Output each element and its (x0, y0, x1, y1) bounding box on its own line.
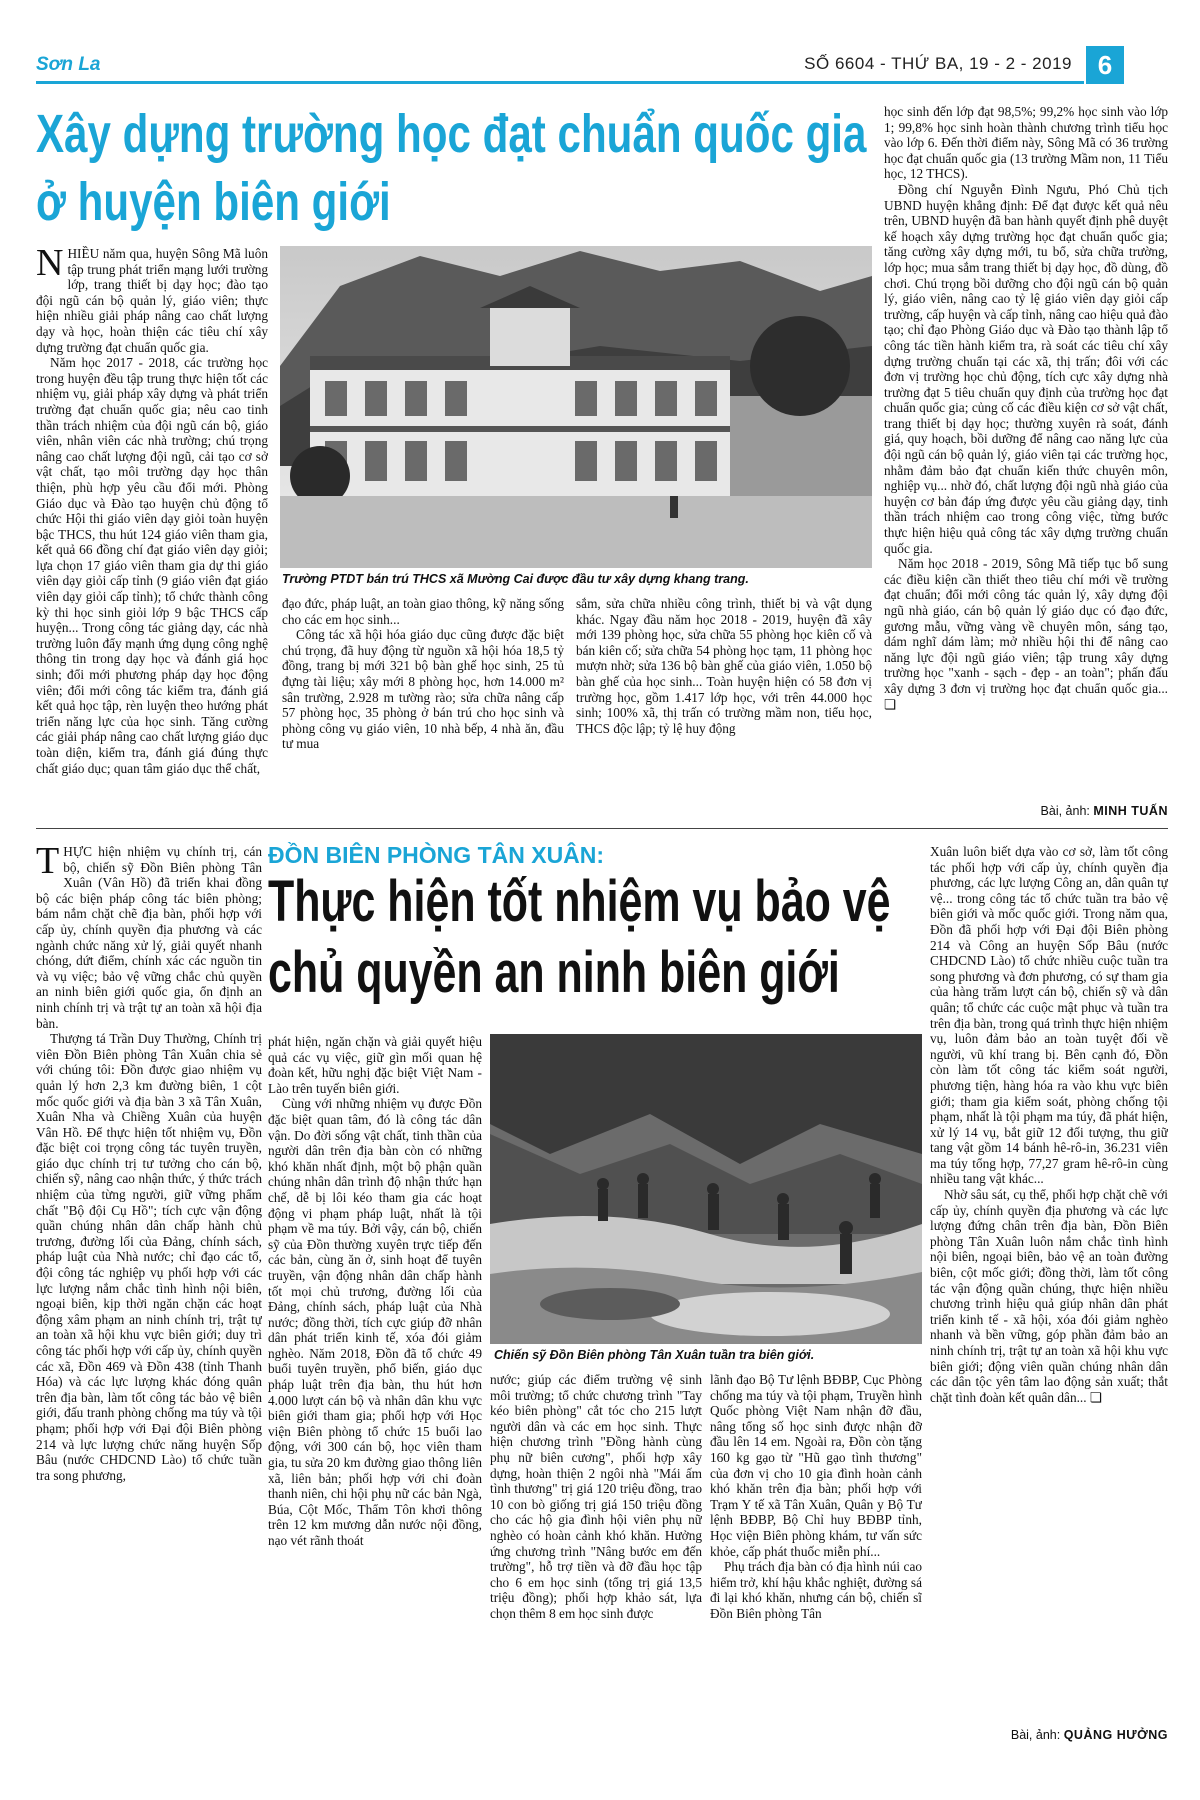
article2-dropcap: T (36, 844, 60, 882)
article1-title (36, 104, 867, 241)
byline-author: QUẢNG HƯỞNG (1063, 1728, 1168, 1742)
article2-title-line1: Thực hiện tốt nhiệm vụ bảo vệ (268, 869, 891, 934)
article1-dropcap: N (36, 246, 64, 284)
article2-column-4 (710, 1372, 922, 1744)
border-patrol-image (490, 1034, 922, 1344)
article1-paragraph: sắm, sửa chữa nhiều công trình, thiết bị và vật dụng khác. Ngay đầu năm học 2018 - 2019, huyện đã xây mới 139 phòng học, sửa chữa 55 phòng học kiên cố và bán kiên cố; sửa chữa 54 phòng học tạm, 11 phòng học mượn nhờ; sửa 136 bộ bàn ghế của giáo viên, 1.050 bộ bàn ghế của học sinh... Toàn huyện hiện có 58 đơn vị trường học, gồm 1.417 lớp học, với trên 44.000 học sinh; 100% xã, thị trấn có trường mầm non, tiểu học, THCS độc lập; tỷ lệ huy động (576, 596, 872, 736)
byline-label: Bài, ảnh: (1040, 804, 1090, 818)
article2-paragraph: phát hiện, ngăn chặn và giải quyết hiệu quả các vụ việc, giữ gìn mối quan hệ đoàn kết, hữu nghị đặc biệt Việt Nam - Lào trên tuyến biên giới. (268, 1034, 482, 1096)
article1-paragraph: học sinh đến lớp đạt 98,5%; 99,2% học sinh vào lớp 1; 99,8% học sinh hoàn thành chương trình tiểu học vào lớp 6. Đến thời điểm này, Sông Mã có 36 trường học đạt chuẩn quốc gia (13 trường Mầm non, 11 Tiểu học, 12 THCS). (884, 104, 1168, 182)
article2-paragraph: nước; giúp các điểm trường vệ sinh môi trường; tổ chức chương trình "Tay kéo biên phòng" cắt tóc cho 215 lượt người dân và các em học sinh. Thực hiện chương trình "Đồng hành cùng phụ nữ biên cương", phối hợp xây dựng, hoàn thiện 2 ngôi nhà "Mái ấm tình thương" trị giá 120 triệu đồng, trao 10 con bò giống trị giá 150 triệu đồng cho các hộ gia đình hội viên phụ nữ nghèo có hoàn cảnh khó khăn. Hưởng ứng chương trình "Nâng bước em đến trường", hỗ trợ tiền và đỡ đầu học tập cho 6 em học sinh (tổng trị giá 13,5 triệu đồng); phối hợp khảo sát, lựa chọn thêm 8 em học sinh được (490, 1372, 702, 1621)
article2-column-5 (930, 844, 1168, 1724)
school-photo (280, 246, 872, 568)
section-name: Sơn La (36, 54, 101, 75)
article1-lead: HIỀU năm qua, huyện Sông Mã luôn tập trung phát triển mạng lưới trường lớp, trang thiết bị dạy học; đào tạo đội ngũ cán bộ quản lý, giáo viên; thực hiện nhiều giải pháp nâng cao chất lượng dạy và học, hoàn thiện các tiêu chí xây dựng trường đạt chuẩn quốc gia. (36, 246, 268, 355)
article2-lead: HỰC hiện nhiệm vụ chính trị, cán bộ, chiến sỹ Đồn Biên phòng Tân Xuân (Vân Hồ) đã triển khai đồng bộ các biện pháp công tác biên phòng; bám nắm chặt chẽ địa bàn, phối hợp với cấp ủy, chính quyền địa phương và các ngành chức năng xử lý, giải quyết nhanh chóng, dứt điểm, chính xác các nguồn tin và vụ việc; bảo vệ vững chắc chủ quyền an ninh biên giới quốc gia, ổn định an ninh chính trị và trật tự an toàn xã hội địa bàn. (36, 844, 262, 1031)
patrol-photo (490, 1034, 922, 1344)
byline-author: MINH TUẤN (1093, 804, 1168, 818)
article1-photo-caption: Trường PTDT bán trú THCS xã Mường Cai được đầu tư xây dựng khang trang. (282, 572, 749, 586)
page-number: 6 (1086, 46, 1124, 84)
article2-paragraph: Nhờ sâu sát, cụ thể, phối hợp chặt chẽ với cấp ủy, chính quyền địa phương và các lực lượng đứng chân trên địa bàn, Đồn Biên phòng Tân Xuân luôn nắm chắc tình hình nội biên, ngoại biên, bảo vệ an toàn đường biên, cột mốc giới; đồng thời, làm tốt công tác vận động quần chúng, thực hiện nhiều chương trình hiệu quả giúp nhân dân phát triển kinh tế - xã hội, xóa đói giảm nghèo nhanh và bền vững, góp phần đảm bảo an ninh chính trị, trật tự an toàn xã hội khu vực biên giới; động viên quần chúng nhân dân các dân tộc yên tâm lao động sản xuất; thắt chặt tình đoàn kết quân dân... ❏ (930, 1187, 1168, 1405)
issue-date: SỐ 6604 - THỨ BA, 19 - 2 - 2019 (804, 54, 1072, 73)
article1-paragraph: đạo đức, pháp luật, an toàn giao thông, kỹ năng sống cho các em học sinh... (282, 596, 564, 627)
article1-column-4 (884, 104, 1168, 804)
article1-column-3 (576, 596, 872, 816)
article2-kicker: ĐỒN BIÊN PHÒNG TÂN XUÂN: (268, 842, 605, 868)
article1-paragraph: Đồng chí Nguyễn Đình Ngưu, Phó Chủ tịch UBND huyện khẳng định: Để đạt được kết quả nêu trên, UBND huyện đã ban hành quyết định phê duyệt kế hoạch xây dựng trường học đạt chuẩn quốc gia; tăng cường xây dựng mới, tu bổ, sửa chữa trường, lớp học; mua sắm trang thiết bị dạy học, đồ dùng, đồ chơi. Chú trọng bồi dưỡng cho đội ngũ cán bộ quản lý, giáo viên, nâng cao tỷ lệ giáo viên dạy giỏi cấp trường, cấp huyện và cấp tỉnh, nâng cao hiệu quả đào tạo; chỉ đạo Phòng Giáo dục và Đào tạo thành lập tổ công tác tiền hành kiểm tra, rà soát các tiêu chí xây dựng trường chuẩn tại các xã, thị trấn; đôi với các đơn vị trường học chủ động, tích cực xây dựng nhà trường đạt 5 tiêu chuẩn quy định của trường học đạt chuẩn quốc gia; củng cố các điều kiện cơ sở vật chất, trang thiết bị dạy học; thường xuyên rà soát, đánh giá, quy hoạch, bồi dưỡng để nâng cao năng lực của đội ngũ cán bộ quản lý, giáo viên tại các trường học, nhằm đảm bảo đạt chuẩn kiến thức chuyên môn, nghiệp vụ... nhờ đó, chất lượng đội ngũ nhà giáo của huyện cơ bản đáp ứng được yêu cầu giảng dạy, tinh thần trách nhiệm cao trong công việc, từng bước thực hiện hiệu quả công tác xây dựng trường chuẩn quốc gia. (884, 181, 1168, 556)
article2-paragraph: Phụ trách địa bàn có địa hình núi cao hiểm trở, khí hậu khắc nghiệt, đường sá đi lại khó khăn, nhưng cán bộ, chiến sĩ Đồn Biên phòng Tân (710, 1559, 922, 1621)
article2-title (268, 869, 891, 1012)
article1-title-line1: Xây dựng trường học đạt chuẩn quốc gia (36, 104, 867, 164)
article1-title-line2: ở huyện biên giới (36, 172, 391, 233)
article1-column-2 (282, 596, 564, 816)
article1-paragraph: Năm học 2017 - 2018, các trường học trong huyện đều tập trung thực hiện tốt các nhiệm vụ, giải pháp xây dựng và phát triển trường đạt chuẩn quốc gia; nêu cao tinh thần trách nhiệm của đội ngũ cán bộ, giáo viên, nhân viên các nhà trường; chú trọng nâng cao chất lượng đội ngũ, cải tạo cơ sở vật chất, tạo môi trường dạy học thân thiện, phù hợp yêu cầu đổi mới. Phòng Giáo dục và Đào tạo huyện chủ động tổ chức Hội thi giáo viên dạy giỏi toàn huyện bậc THCS, thu hút 124 giáo viên tham gia, kết quả 66 đồng chí đạt giáo viên dạy giỏi; lựa chọn 17 giáo viên tham gia dự thi giáo viên dạy giỏi cấp tỉnh (9 giáo viên đạt giáo viên dạy giỏi cấp tỉnh); tổ chức thành công kỳ thi học sinh giỏi lớp 9 bậc THCS cấp huyện... Trong công tác giảng dạy, các nhà trường luôn đẩy mạnh ứng dụng công nghệ thông tin trong dạy học và đánh giá học sinh; đổi mới phương pháp dạy học động viên; đổi mới công tác kiểm tra, đánh giá kết quả học tập, rèn luyện theo hướng phát triển năng lực của học sinh. Tăng cường các giải pháp nâng cao chất lượng giáo dục toàn diện, kiểm tra, đánh giá đúng thực chất giáo dục; quan tâm giáo dục thể chất, (36, 355, 268, 776)
article1-column-1 (36, 246, 268, 816)
article1-paragraph: Công tác xã hội hóa giáo dục cũng được đặc biệt chú trọng, đã huy động từ nguồn xã hội hóa 18,5 tỷ đồng, trang bị mới 321 bộ bàn ghế học sinh, 25 tủ đựng tài liệu; xây mới 8 phòng học, hơn 14.000 m² sân trường, 2.928 m tường rào; sửa chữa nâng cấp 57 phòng học, 35 phòng ở bán trú cho học sinh và phòng công vụ giáo viên, 10 nhà bếp, 4 nhà ăn, đầu tư mua (282, 627, 564, 752)
article2-column-1 (36, 844, 262, 1744)
article2-byline (930, 1728, 1168, 1742)
school-building-image (280, 246, 872, 568)
article2-photo-caption: Chiến sỹ Đồn Biên phòng Tân Xuân tuần tra biên giới. (494, 1348, 815, 1362)
article-divider (36, 828, 1168, 829)
header-rule (36, 81, 1084, 84)
article2-title-line2: chủ quyền an ninh biên giới (268, 939, 840, 1005)
article2-column-3 (490, 1372, 702, 1744)
article1-byline (884, 804, 1168, 818)
article2-paragraph: Cùng với những nhiệm vụ được Đồn đặc biệt quan tâm, đó là công tác dân vận. Do đời sống vật chất, tinh thần của người dân trên địa bàn còn có những khó khăn nhất định, một bộ phận quần chúng nhân dân trình độ nhận thức hạn chế, dễ bị lôi kéo tham gia các hoạt động vi phạm pháp luật, nhất là tội phạm về ma túy. Bởi vậy, cán bộ, chiến sỹ của Đồn thường xuyên trực tiếp đến các bản, cùng ăn ở, sinh hoạt để tuyên truyền, vận động nhân dân chấp hành tốt mọi chủ trương, đường lối của Đảng, chính sách, pháp luật của Nhà nước; đồng thời, tích cực giúp đỡ nhân dân phát triển kinh tế, xóa đói giảm nghèo. Năm 2018, Đồn đã tổ chức 49 buổi tuyên truyền, phổ biến, giáo dục pháp luật trên địa bàn, thu hút hơn 4.000 lượt cán bộ và nhân dân khu vực biên giới tham gia; phối hợp với Học viện Biên phòng tổ chức 15 buổi lao động, với 300 cán bộ, học viên tham gia, tu sửa 20 km đường giao thông liên xã, liên bản; phối hợp với chi đoàn thanh niên, chi hội phụ nữ các bản Ngà, Búa, Cột Mốc, Thẩm Tôn khơi thông trên 12 km mương dẫn nước nội đồng, nạo vét rãnh thoát (268, 1096, 482, 1548)
article1-paragraph: Năm học 2018 - 2019, Sông Mã tiếp tục bổ sung các điều kiện cần thiết theo tiêu chí mới về trường đạt chuẩn; đổi mới công tác quản lý, xây dựng đội ngũ nhà giáo, cán bộ quản lý giáo dục có đạo đức, gương mẫu, vững vàng về chuyên môn, sáng tạo, dám nghĩ dám làm; mở nhiều hội thi để nâng cao năng lực đội ngũ giáo viên; tập trung xây dựng trường học "xanh - sạch - đẹp - an toàn"; phấn đấu xây dựng 3 đơn vị trường học đạt chuẩn quốc gia... ❏ (884, 556, 1168, 712)
article2-paragraph: lãnh đạo Bộ Tư lệnh BĐBP, Cục Phòng chống ma túy và tội phạm, Truyền hình Quốc phòng Việt Nam nhận đỡ đầu, nâng tổng số học sinh được nhận đỡ đầu lên 14 em. Ngoài ra, Đồn còn tặng 160 kg gạo từ "Hũ gạo tình thương" của đơn vị cho 10 gia đình hoàn cảnh khó khăn trên địa bàn; phối hợp với Trạm Y tế xã Tân Xuân, Quân y Bộ Tư lệnh BĐBP, Bộ Chỉ huy BĐBP tỉnh, Học viện Biên phòng khám, tư vấn sức khỏe, cấp phát thuốc miễn phí... (710, 1372, 922, 1559)
byline-label: Bài, ảnh: (1010, 1728, 1061, 1742)
article2-column-2 (268, 1034, 482, 1744)
article2-paragraph: Thượng tá Trần Duy Thường, Chính trị viên Đồn Biên phòng Tân Xuân chia sẻ với chúng tôi: Đồn được giao nhiệm vụ quản lý hơn 2,3 km đường biên, 1 cột mốc quốc giới và địa bàn 3 xã Tân Xuân, Xuân Nha và Chiềng Xuân của huyện Vân Hồ. Để thực hiện tốt nhiệm vụ, Đồn đặc biệt coi trọng công tác tuyên truyền, giáo dục chính trị tư tưởng cho cán bộ, chiến sỹ, nâng cao nhận thức, ý thức trách nhiệm của từng người, giữ vững phẩm chất "Bộ đội Cụ Hồ"; tích cực vận động quần chúng nhân dân chấp hành chủ trương, đường lối của Đảng, chính sách, pháp luật của Nhà nước; chỉ đạo các tổ, đội công tác nghiệp vụ phối hợp với các lực lượng nắm chắc tình hình nội biên, ngoại biên, kịp thời ngăn chặn các hoạt động xâm phạm an ninh chính trị, trật tự an toàn xã hội khu vực biên giới; duy trì công tác phối hợp với cấp ủy, chính quyền các xã, Đồn 469 và Đồn 438 (tỉnh Thanh Hóa) và các lực lượng khác đóng quân trên địa bàn, làm tốt công tác bảo vệ biên giới, đấu tranh phòng chống ma túy và tội phạm; phối hợp với Đại đội Biên phòng 214 và lực lượng chức năng huyện Sốp Bâu (nước CHDCND Lào) tổ chức tuần tra song phương, (36, 1031, 262, 1483)
article2-paragraph: Xuân luôn biết dựa vào cơ sở, làm tốt công tác phối hợp với cấp ủy, chính quyền địa phương, các lực lượng Công an, dân quân tự vệ... trong công tác tổ chức tuần tra bảo vệ biên giới và mốc quốc giới. Trong năm qua, Đồn đã phối hợp với Đại đội Biên phòng 214 và Công an huyện Sốp Bâu (nước CHDCND Lào) tổ chức nhiều cuộc tuần tra song phương và đơn phương, có sự tham gia của hàng trăm lượt cán bộ, chiến sỹ và dân quân; tổ chức các cuộc mật phục và tuần tra trên địa bàn, trong quá trình thực hiện nhiệm vụ, luôn đảm bảo an toàn tuyệt đối về người, vũ khí trang bị. Bên cạnh đó, Đồn còn làm tốt công tác kiểm soát người, phương tiện, hàng hóa ra vào khu vực biên giới; tham gia kiểm soát, phòng chống tội phạm, nhất là tội phạm ma túy, đã phát hiện, xử lý 14 vụ, bắt giữ 12 đối tượng, thu giữ tang vật gồm 14 bánh hê-rô-in, 36.231 viên ma túy tổng hợp, 77,27 gram hê-rô-in cùng nhiều tang vật khác... (930, 844, 1168, 1187)
